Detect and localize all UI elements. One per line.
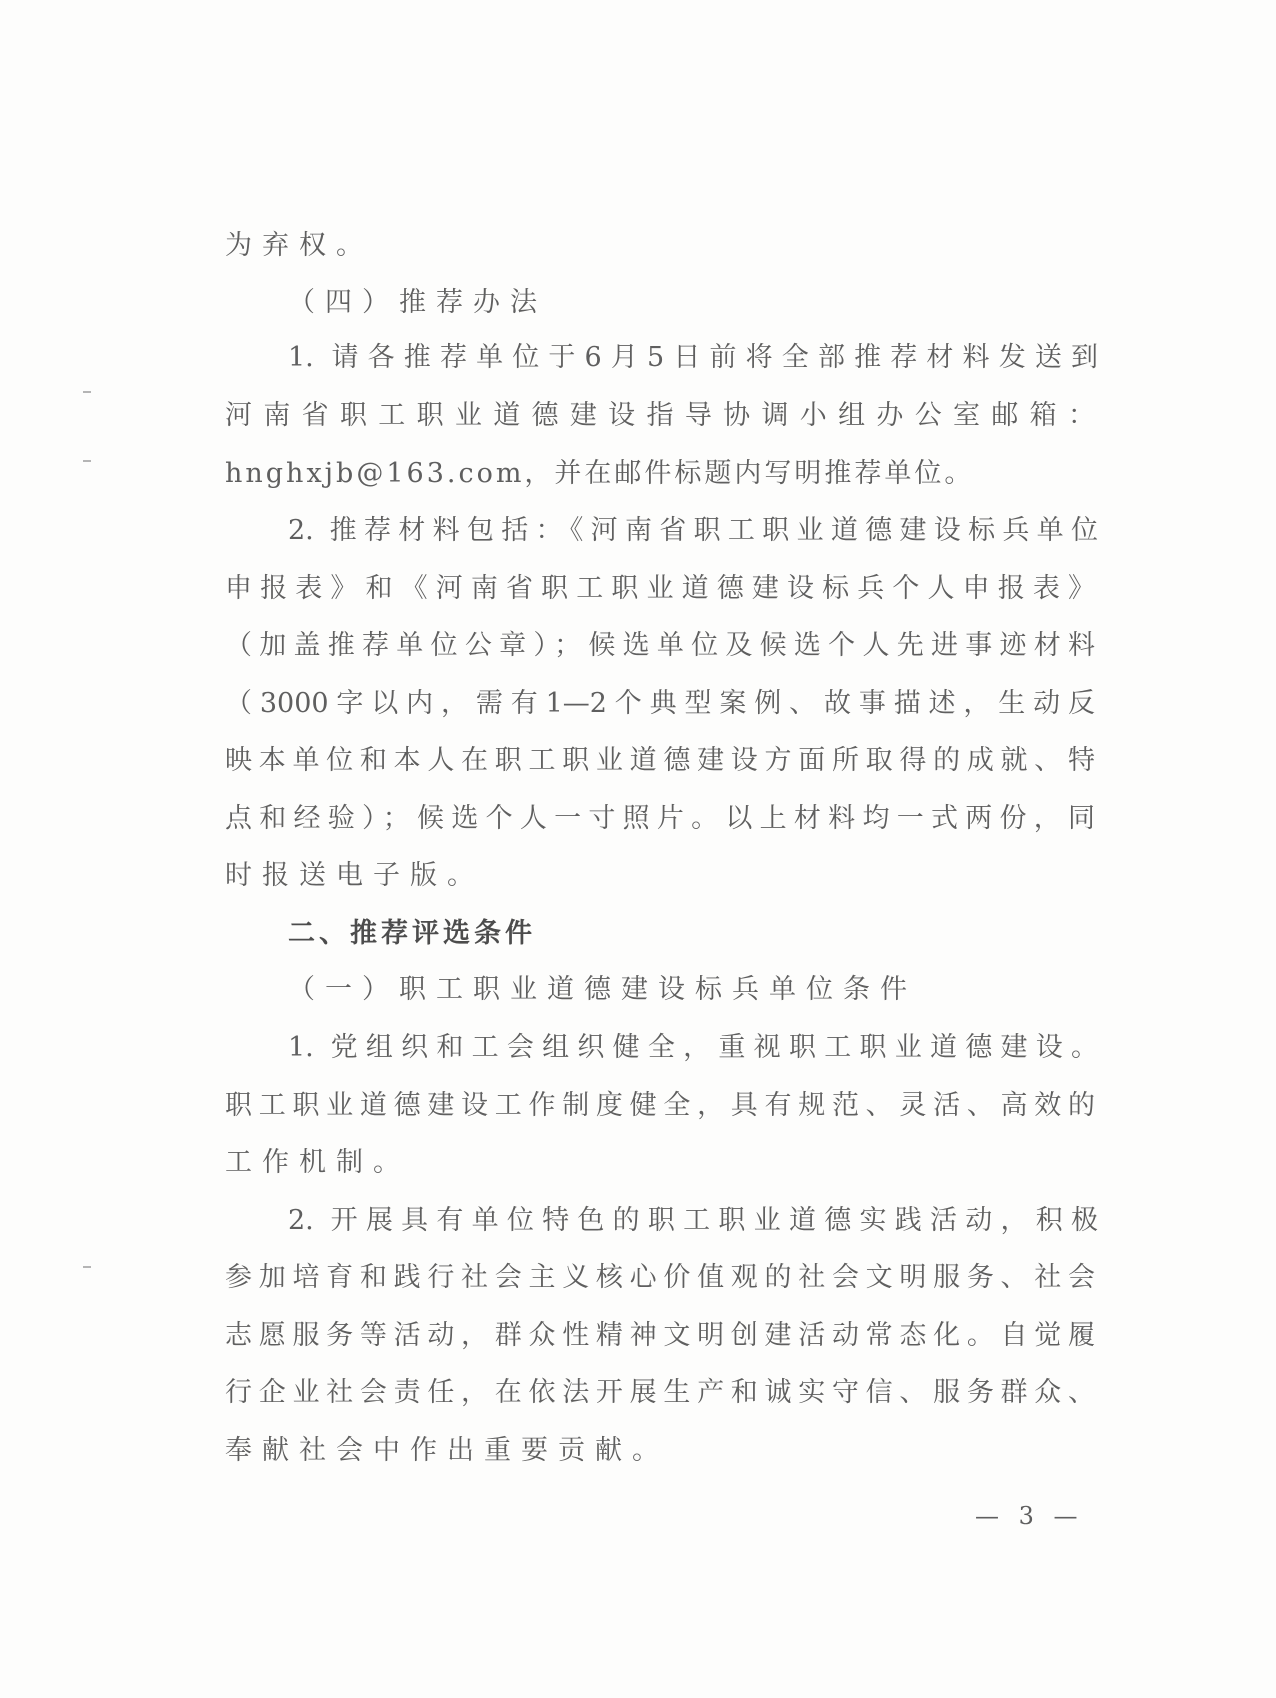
scan-mark bbox=[83, 460, 91, 462]
text-line: （3000字以内，需有1—2个典型案例、故事描述，生动反 bbox=[225, 688, 1095, 719]
text-line: hnghxjb@163.com，并在邮件标题内写明推荐单位。 bbox=[225, 458, 975, 489]
text-line: 为弃权。 bbox=[225, 230, 373, 261]
text-line: （加盖推荐单位公章）；候选单位及候选个人先进事迹材料 bbox=[225, 630, 1095, 661]
subsection-heading: （一）职工职业道德建设标兵单位条件 bbox=[288, 974, 917, 1005]
text-line: 2. 推荐材料包括：《河南省职工职业道德建设标兵单位 bbox=[288, 515, 1098, 546]
subsection-heading: （四）推荐办法 bbox=[288, 287, 547, 318]
text-line: 行企业社会责任，在依法开展生产和诚实守信、服务群众、 bbox=[225, 1377, 1095, 1408]
text-line: 河南省职工职业道德建设指导协调小组办公室邮箱： bbox=[225, 400, 1095, 431]
text-line: 1. 党组织和工会组织健全，重视职工职业道德建设。 bbox=[288, 1032, 1098, 1063]
text-line: 工作机制。 bbox=[225, 1147, 410, 1178]
text-line: 志愿服务等活动，群众性精神文明创建活动常态化。自觉履 bbox=[225, 1320, 1095, 1351]
text-line: 映本单位和本人在职工职业道德建设方面所取得的成就、特 bbox=[225, 745, 1095, 776]
page-number: — 3 — bbox=[975, 1502, 1084, 1530]
text-line: 职工职业道德建设工作制度健全，具有规范、灵活、高效的 bbox=[225, 1090, 1095, 1121]
section-heading: 二、推荐评选条件 bbox=[288, 918, 536, 949]
text-line: 参加培育和践行社会主义核心价值观的社会文明服务、社会 bbox=[225, 1262, 1095, 1293]
text-line: 奉献社会中作出重要贡献。 bbox=[225, 1435, 669, 1466]
text-line: 2. 开展具有单位特色的职工职业道德实践活动，积极 bbox=[288, 1205, 1098, 1236]
text-line: 申报表》和《河南省职工职业道德建设标兵个人申报表》 bbox=[225, 573, 1095, 604]
text-line: 1. 请各推荐单位于6月5日前将全部推荐材料发送到 bbox=[288, 342, 1098, 373]
scan-mark bbox=[83, 1266, 91, 1268]
text-line: 点和经验）；候选个人一寸照片。以上材料均一式两份，同 bbox=[225, 803, 1095, 834]
scan-mark bbox=[83, 391, 91, 393]
text-line: 时报送电子版。 bbox=[225, 860, 484, 891]
